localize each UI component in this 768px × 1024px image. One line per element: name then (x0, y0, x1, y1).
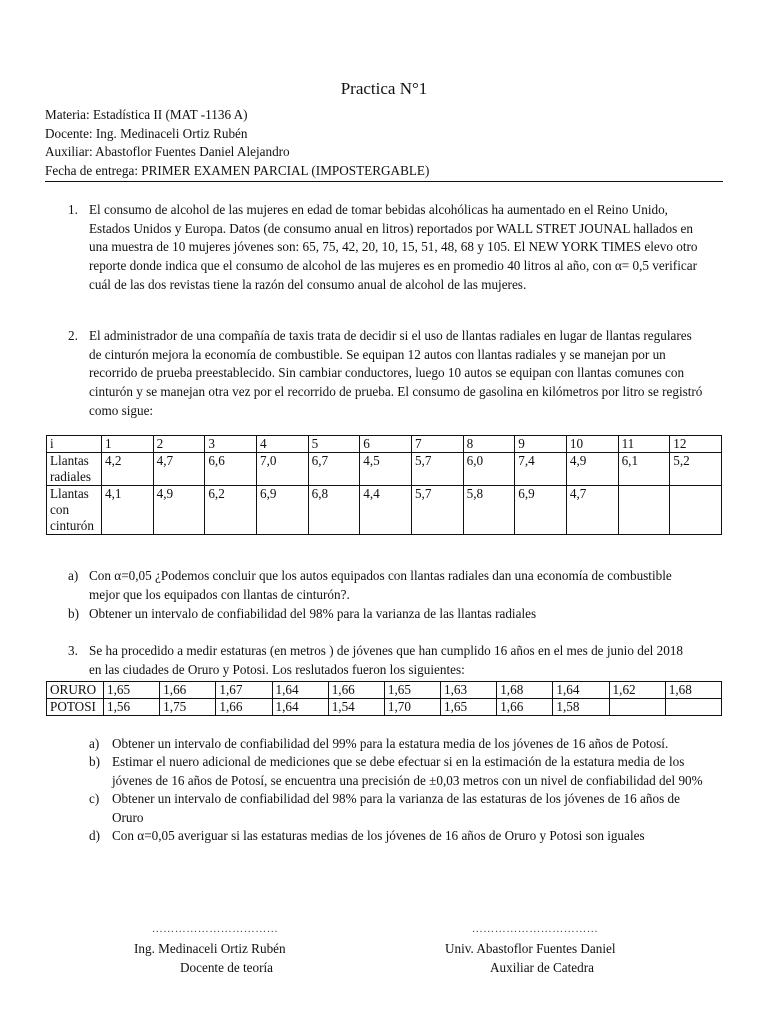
table-cell (665, 699, 721, 716)
table-cell: 11 (618, 436, 670, 453)
q2-a-text (89, 567, 723, 604)
heights-table (46, 681, 722, 716)
table-cell: 6,9 (515, 486, 567, 535)
q3-d-text: Con α=0,05 averiguar si las estaturas medias de los jóvenes de 16 años de Oruro y Potosi son iguales (112, 828, 645, 843)
table-cell (609, 699, 665, 716)
table-cell: 1,65 (104, 682, 160, 699)
table-cell: 1,67 (216, 682, 272, 699)
tires-table (46, 435, 722, 535)
signature-line: …………………………… (471, 923, 599, 935)
q3-c-letter: c) (89, 791, 100, 806)
signature-right-name: Univ. Abastoflor Fuentes Daniel (445, 941, 616, 956)
table-cell: 6,8 (308, 486, 360, 535)
q2-a-line: mejor que los equipados con llantas de cinturón?. (89, 586, 350, 602)
table-cell: 1 (102, 436, 154, 453)
table-cell: 4,1 (102, 486, 154, 535)
row-label-part: con (50, 502, 70, 517)
table-cell: 6,6 (205, 453, 257, 486)
q2-line: El administrador de una compañía de taxis trata de decidir si el uso de llantas radiales en lugar de llantas regulares (89, 328, 692, 343)
table-cell (670, 486, 722, 535)
q3-line: Se ha procedido a medir estaturas (en metros ) de jóvenes que han cumplido 16 años en el mes de junio del 2018 (89, 643, 684, 658)
table-cell: 6,2 (205, 486, 257, 535)
table-cell: 5,8 (463, 486, 515, 535)
row-label-part: radiales (50, 469, 92, 484)
q3-b-text (112, 753, 723, 790)
table-row (47, 453, 722, 486)
q3-line: en las ciudades de Oruro y Potosi. Los reslutados fueron los siguientes: (89, 661, 465, 677)
signature-left-role: Docente de teoría (180, 960, 273, 975)
signature-line: …………………………… (151, 923, 279, 935)
q2-b-letter: b) (68, 606, 79, 621)
fecha-line: Fecha de entrega: PRIMER EXAMEN PARCIAL (IMPOSTERGABLE) (45, 163, 430, 179)
table-cell: 4,9 (153, 486, 205, 535)
table-cell: 5,7 (411, 453, 463, 486)
table-cell: 5 (308, 436, 360, 453)
table-cell: 2 (153, 436, 205, 453)
table-cell: 1,64 (272, 682, 328, 699)
q2-a-line: Con α=0,05 ¿Podemos concluir que los autos equipados con llantas radiales dan una economía de combustible (89, 568, 672, 583)
q1-line: una muestra de 10 mujeres jóvenes son: 65, 75, 42, 20, 10, 15, 51, 48, 68 y 105. El NEW YORK TIMES elevo otro (89, 239, 698, 255)
row-label-oruro: ORURO (47, 682, 104, 699)
table-cell: i (47, 436, 102, 453)
table-cell: 5,2 (670, 453, 722, 486)
q3-c-line: Oruro (112, 809, 144, 825)
auxiliar-line: Auxiliar: Abastoflor Fuentes Daniel Alejandro (45, 144, 290, 160)
table-cell: 1,62 (609, 682, 665, 699)
table-cell: 1,58 (553, 699, 609, 716)
q2-a-letter: a) (68, 568, 79, 583)
q3-a-letter: a) (89, 736, 100, 751)
table-cell: 1,70 (384, 699, 440, 716)
row-label-part: Llantas (50, 453, 89, 468)
table-cell: 1,64 (553, 682, 609, 699)
table-cell: 6,1 (618, 453, 670, 486)
table-cell: 7 (411, 436, 463, 453)
table-row (47, 682, 722, 699)
q1-line: Estados Unidos y Europa. Datos (de consumo anual en litros) reportados por WALL STRET JOUNAL hallados en (89, 220, 693, 236)
table-row (47, 486, 722, 535)
header-divider (45, 181, 723, 182)
table-cell: 1,63 (441, 682, 497, 699)
q3-b-line: Estimar el nuero adicional de mediciones que se debe efectuar si en la estimación de la estatura media de los (112, 754, 685, 769)
question-2-number: 2. (68, 328, 78, 343)
table-cell: 1,64 (272, 699, 328, 716)
table-cell: 1,66 (497, 699, 553, 716)
table-cell: 1,65 (441, 699, 497, 716)
q2-line: como sigue: (89, 402, 154, 418)
q2-line: de cinturón mejora la economía de combustible. Se equipan 12 autos con llantas radiales y se manejan por un (89, 346, 666, 362)
table-cell: 3 (205, 436, 257, 453)
q3-d-letter: d) (89, 828, 100, 843)
table-cell: 1,56 (104, 699, 160, 716)
table-cell: 6,0 (463, 453, 515, 486)
q2-b-text: Obtener un intervalo de confiabilidad del 98% para la varianza de las llantas radiales (89, 606, 537, 621)
docente-line: Docente: Ing. Medinaceli Ortiz Rubén (45, 125, 248, 141)
table-cell: 8 (463, 436, 515, 453)
table-cell: 1,66 (328, 682, 384, 699)
table-cell: 6,9 (256, 486, 308, 535)
table-cell: 4,7 (566, 486, 618, 535)
signature-right (440, 920, 630, 939)
question-3-text (89, 642, 723, 679)
signature-right-role: Auxiliar de Catedra (490, 960, 594, 975)
table-cell: 7,0 (256, 453, 308, 486)
table-cell: 1,65 (384, 682, 440, 699)
signature-left-name: Ing. Medinaceli Ortiz Rubén (134, 941, 286, 956)
q2-line: recorrido de prueba preestablecido. Sin cambiar conductores, luego 10 autos se equipan con llantas comunes con (89, 365, 685, 381)
table-cell: 10 (566, 436, 618, 453)
row-label-part: cinturón (50, 518, 94, 533)
table-cell: 4,5 (360, 453, 412, 486)
table-cell: 4,2 (102, 453, 154, 486)
table-cell: 7,4 (515, 453, 567, 486)
table-row (47, 699, 722, 716)
table-cell: 1,68 (497, 682, 553, 699)
table-cell: 4,9 (566, 453, 618, 486)
table-cell: 6,7 (308, 453, 360, 486)
row-label-radiales (47, 453, 102, 486)
table-cell: 4 (256, 436, 308, 453)
table-cell: 1,68 (665, 682, 721, 699)
materia-line: Materia: Estadística II (MAT -1136 A) (45, 107, 248, 122)
q3-b-letter: b) (89, 754, 100, 769)
row-label-potosi: POTOSI (47, 699, 104, 716)
q1-line: reporte donde indica que el consumo de alcohol de las mujeres es en promedio 40 litros al año, con α= 0,5 verificar (89, 258, 697, 274)
document-header (45, 106, 725, 181)
q3-c-line: Obtener un intervalo de confiabilidad del 98% para la varianza de las estaturas de los jóvenes de 16 años de (112, 791, 680, 806)
table-cell: 9 (515, 436, 567, 453)
table-cell: 1,66 (216, 699, 272, 716)
table-cell: 1,54 (328, 699, 384, 716)
table-cell: 6 (360, 436, 412, 453)
question-1-text (89, 201, 723, 295)
q3-b-line: jóvenes de 16 años de Potosí, se encuentra una precisión de ±0,03 metros con un nivel de confiabilidad del 90% (112, 772, 703, 788)
page-title: Practica N°1 (340, 79, 428, 98)
table-cell (618, 486, 670, 535)
table-cell: 5,7 (411, 486, 463, 535)
question-3-number: 3. (68, 643, 78, 658)
table-cell: 1,75 (160, 699, 216, 716)
q3-c-text (112, 790, 723, 827)
q3-a-text: Obtener un intervalo de confiabilidad del 99% para la estatura media de los jóvenes de 16 años de Potosí. (112, 736, 669, 751)
q2-line: cinturón y se manejan otra vez por el recorrido de prueba. El consumo de gasolina en kilómetros por litro se registró (89, 384, 703, 400)
question-1-number: 1. (68, 202, 78, 217)
row-label-part: Llantas (50, 486, 89, 501)
signature-left (120, 920, 310, 939)
table-row (47, 436, 722, 453)
question-2-text (89, 327, 723, 421)
row-label-cinturon (47, 486, 102, 535)
q1-line: El consumo de alcohol de las mujeres en edad de tomar bebidas alcohólicas ha aumentado en el Reino Unido, (89, 202, 668, 217)
table-cell: 4,4 (360, 486, 412, 535)
q1-line: cuál de las dos revistas tiene la razón del consumo anual de alcohol de las mujeres. (89, 276, 527, 292)
table-cell: 1,66 (160, 682, 216, 699)
table-cell: 4,7 (153, 453, 205, 486)
table-cell: 12 (670, 436, 722, 453)
